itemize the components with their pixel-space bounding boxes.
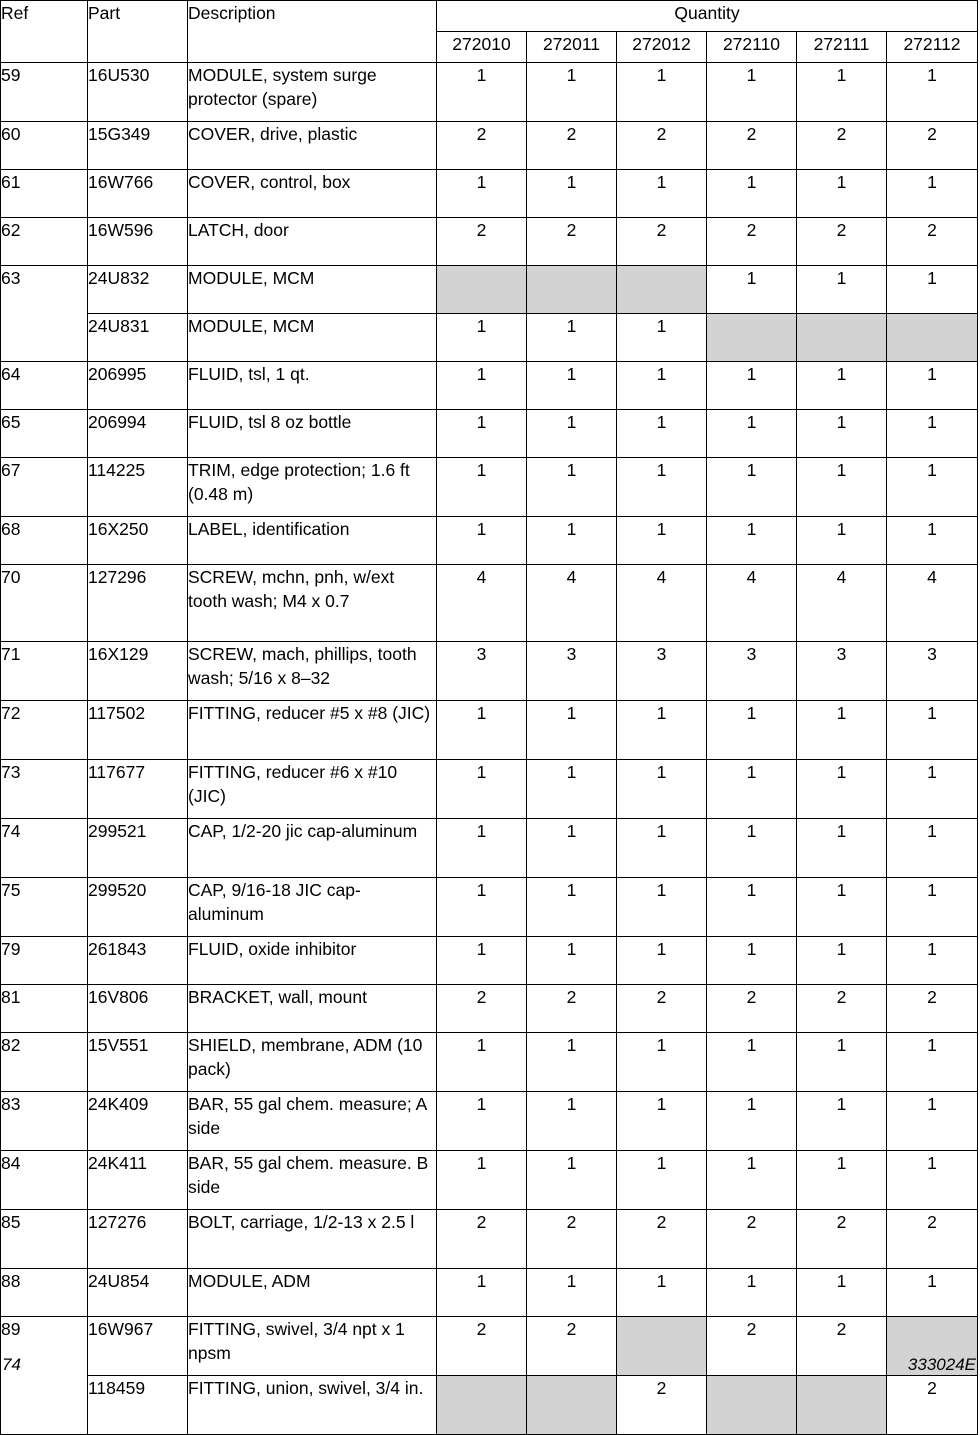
- ref-cell: 62: [1, 218, 88, 266]
- table-row: [1, 410, 978, 458]
- description-cell: SCREW, mach, phillips, tooth wash; 5/16 x 8–32: [188, 642, 437, 701]
- quantity-cell: 1: [707, 819, 797, 878]
- description-cell: BAR, 55 gal chem. measure; A side: [188, 1092, 437, 1151]
- part-number-cell: 299521: [88, 819, 188, 878]
- part-number-cell: 114225: [88, 458, 188, 517]
- quantity-cell: 1: [617, 1151, 707, 1210]
- part-number-cell: 24U854: [88, 1269, 188, 1317]
- quantity-cell: 1: [707, 1092, 797, 1151]
- quantity-cell: 2: [437, 122, 527, 170]
- quantity-cell: 1: [707, 1151, 797, 1210]
- quantity-cell: 1: [707, 937, 797, 985]
- quantity-cell: 1: [797, 878, 887, 937]
- quantity-cell: 1: [797, 266, 887, 314]
- quantity-cell: 1: [887, 458, 978, 517]
- header-ref: Ref: [1, 1, 88, 63]
- table-row: [1, 1269, 978, 1317]
- quantity-cell: 1: [887, 937, 978, 985]
- table-row: [1, 642, 978, 701]
- table-row: [1, 63, 978, 122]
- description-cell: MODULE, MCM: [188, 314, 437, 362]
- table-row: [1, 314, 978, 362]
- quantity-cell-not-applicable: [887, 314, 978, 362]
- quantity-cell: 2: [617, 218, 707, 266]
- header-model: 272012: [617, 32, 707, 63]
- quantity-cell: 1: [707, 410, 797, 458]
- ref-cell: 85: [1, 1210, 88, 1269]
- header-quantity: Quantity: [437, 1, 978, 32]
- quantity-cell: 1: [887, 1269, 978, 1317]
- quantity-cell: 1: [887, 362, 978, 410]
- ref-cell: 67: [1, 458, 88, 517]
- parts-table-body: [1, 63, 978, 1435]
- quantity-cell: 1: [617, 63, 707, 122]
- ref-cell: 83: [1, 1092, 88, 1151]
- header-model: 272011: [527, 32, 617, 63]
- quantity-cell-not-applicable: [527, 1376, 617, 1435]
- part-number-cell: 206994: [88, 410, 188, 458]
- quantity-cell: 1: [617, 819, 707, 878]
- description-cell: COVER, drive, plastic: [188, 122, 437, 170]
- header-part: Part: [88, 1, 188, 63]
- quantity-cell: 1: [707, 458, 797, 517]
- table-row: [1, 1376, 978, 1435]
- quantity-cell: 2: [707, 985, 797, 1033]
- quantity-cell: 1: [527, 170, 617, 218]
- quantity-cell: 1: [707, 517, 797, 565]
- part-number-cell: 24K409: [88, 1092, 188, 1151]
- quantity-cell: 1: [887, 266, 978, 314]
- quantity-cell: 1: [437, 458, 527, 517]
- document-number: 333024E: [907, 1355, 976, 1374]
- quantity-cell: 2: [887, 985, 978, 1033]
- quantity-cell-not-applicable: [707, 1376, 797, 1435]
- quantity-cell: 1: [887, 701, 978, 760]
- quantity-cell: 1: [527, 760, 617, 819]
- quantity-cell: 1: [437, 878, 527, 937]
- quantity-cell: 1: [527, 410, 617, 458]
- part-number-cell: 15V551: [88, 1033, 188, 1092]
- quantity-cell: 4: [707, 565, 797, 642]
- quantity-cell: 2: [527, 122, 617, 170]
- quantity-cell: 1: [887, 517, 978, 565]
- description-cell: LATCH, door: [188, 218, 437, 266]
- description-cell: TRIM, edge protection; 1.6 ft (0.48 m): [188, 458, 437, 517]
- quantity-cell: 1: [527, 362, 617, 410]
- ref-cell: 61: [1, 170, 88, 218]
- description-cell: BAR, 55 gal chem. measure. B side: [188, 1151, 437, 1210]
- part-number-cell: 118459: [88, 1376, 188, 1435]
- quantity-cell: 1: [617, 170, 707, 218]
- quantity-cell: 2: [437, 1317, 527, 1376]
- quantity-cell: 2: [437, 1210, 527, 1269]
- quantity-cell: 1: [707, 1269, 797, 1317]
- page-number: 74: [2, 1355, 21, 1374]
- quantity-cell: 4: [797, 565, 887, 642]
- quantity-cell: 1: [797, 458, 887, 517]
- quantity-cell: 4: [887, 565, 978, 642]
- description-cell: CAP, 9/16-18 JIC cap-aluminum: [188, 878, 437, 937]
- quantity-cell: 1: [527, 1269, 617, 1317]
- quantity-cell: 2: [887, 1376, 978, 1435]
- quantity-cell: 1: [527, 1151, 617, 1210]
- quantity-cell: 1: [437, 170, 527, 218]
- ref-cell: 74: [1, 819, 88, 878]
- description-cell: FITTING, union, swivel, 3/4 in.: [188, 1376, 437, 1435]
- quantity-cell: 1: [617, 314, 707, 362]
- description-cell: BRACKET, wall, mount: [188, 985, 437, 1033]
- quantity-cell: 1: [437, 701, 527, 760]
- quantity-cell: 1: [797, 701, 887, 760]
- quantity-cell: 2: [617, 122, 707, 170]
- quantity-cell: 3: [437, 642, 527, 701]
- quantity-cell: 1: [437, 517, 527, 565]
- quantity-cell: 1: [437, 1033, 527, 1092]
- quantity-cell-not-applicable: [437, 266, 527, 314]
- table-row: [1, 218, 978, 266]
- table-row: [1, 1092, 978, 1151]
- quantity-cell: 1: [707, 362, 797, 410]
- quantity-cell: 2: [527, 985, 617, 1033]
- quantity-cell: 1: [797, 1269, 887, 1317]
- quantity-cell: 1: [527, 819, 617, 878]
- quantity-cell: 1: [707, 63, 797, 122]
- description-cell: FLUID, tsl 8 oz bottle: [188, 410, 437, 458]
- quantity-cell: 3: [527, 642, 617, 701]
- ref-cell: 68: [1, 517, 88, 565]
- header-model: 272110: [707, 32, 797, 63]
- ref-cell: 59: [1, 63, 88, 122]
- quantity-cell: 2: [527, 1317, 617, 1376]
- quantity-cell: 1: [797, 819, 887, 878]
- header-description: Description: [188, 1, 437, 63]
- table-row: [1, 1210, 978, 1269]
- part-number-cell: 16W596: [88, 218, 188, 266]
- quantity-cell: 1: [887, 1092, 978, 1151]
- quantity-cell: 2: [707, 1317, 797, 1376]
- table-row: [1, 819, 978, 878]
- quantity-cell: 1: [617, 1092, 707, 1151]
- description-cell: MODULE, ADM: [188, 1269, 437, 1317]
- ref-cell: 63: [1, 266, 88, 362]
- table-row: [1, 937, 978, 985]
- quantity-cell: 1: [887, 63, 978, 122]
- ref-cell: 89: [1, 1317, 88, 1435]
- quantity-cell: 2: [707, 218, 797, 266]
- quantity-cell: 3: [797, 642, 887, 701]
- quantity-cell: 1: [797, 517, 887, 565]
- quantity-cell: 1: [527, 701, 617, 760]
- quantity-cell: 1: [797, 170, 887, 218]
- table-row: [1, 517, 978, 565]
- quantity-cell: 1: [617, 362, 707, 410]
- table-row: [1, 701, 978, 760]
- description-cell: MODULE, system surge protector (spare): [188, 63, 437, 122]
- table-row: [1, 266, 978, 314]
- ref-cell: 72: [1, 701, 88, 760]
- part-number-cell: 127276: [88, 1210, 188, 1269]
- quantity-cell: 2: [887, 218, 978, 266]
- quantity-cell: 2: [797, 122, 887, 170]
- table-row: [1, 760, 978, 819]
- part-number-cell: 24U832: [88, 266, 188, 314]
- ref-cell: 71: [1, 642, 88, 701]
- part-number-cell: 117677: [88, 760, 188, 819]
- quantity-cell: 1: [707, 878, 797, 937]
- ref-cell: 79: [1, 937, 88, 985]
- quantity-cell: 1: [617, 760, 707, 819]
- quantity-cell: 2: [707, 1210, 797, 1269]
- description-cell: FLUID, oxide inhibitor: [188, 937, 437, 985]
- quantity-cell-not-applicable: [617, 266, 707, 314]
- quantity-cell: 1: [797, 362, 887, 410]
- quantity-cell: 3: [707, 642, 797, 701]
- quantity-cell: 1: [527, 878, 617, 937]
- ref-cell: 82: [1, 1033, 88, 1092]
- part-number-cell: 16W967: [88, 1317, 188, 1376]
- quantity-cell: 1: [617, 701, 707, 760]
- quantity-cell: 2: [617, 1210, 707, 1269]
- part-number-cell: 206995: [88, 362, 188, 410]
- quantity-cell: 2: [797, 218, 887, 266]
- quantity-cell: 4: [527, 565, 617, 642]
- table-row: [1, 1151, 978, 1210]
- quantity-cell-not-applicable: [707, 314, 797, 362]
- table-row: [1, 985, 978, 1033]
- quantity-cell: 1: [707, 760, 797, 819]
- quantity-cell: 1: [527, 63, 617, 122]
- quantity-cell: 1: [527, 1033, 617, 1092]
- description-cell: COVER, control, box: [188, 170, 437, 218]
- quantity-cell: 1: [527, 458, 617, 517]
- description-cell: FLUID, tsl, 1 qt.: [188, 362, 437, 410]
- table-row: [1, 362, 978, 410]
- quantity-cell: 1: [527, 314, 617, 362]
- quantity-cell: 1: [437, 937, 527, 985]
- ref-cell: 84: [1, 1151, 88, 1210]
- quantity-cell: 1: [617, 878, 707, 937]
- quantity-cell-not-applicable: [527, 266, 617, 314]
- table-row: [1, 170, 978, 218]
- table-row: [1, 1317, 978, 1376]
- quantity-cell: 1: [527, 517, 617, 565]
- ref-cell: 60: [1, 122, 88, 170]
- table-row: [1, 458, 978, 517]
- quantity-cell: 1: [887, 760, 978, 819]
- ref-cell: 65: [1, 410, 88, 458]
- description-cell: FITTING, swivel, 3/4 npt x 1 npsm: [188, 1317, 437, 1376]
- description-cell: CAP, 1/2-20 jic cap-aluminum: [188, 819, 437, 878]
- quantity-cell: 1: [707, 170, 797, 218]
- quantity-cell: 1: [797, 63, 887, 122]
- quantity-cell: 1: [437, 1269, 527, 1317]
- part-number-cell: 16X129: [88, 642, 188, 701]
- part-number-cell: 299520: [88, 878, 188, 937]
- quantity-cell: 2: [797, 1210, 887, 1269]
- quantity-cell: 1: [437, 362, 527, 410]
- part-number-cell: 16X250: [88, 517, 188, 565]
- quantity-cell: 1: [527, 937, 617, 985]
- description-cell: FITTING, reducer #6 x #10 (JIC): [188, 760, 437, 819]
- quantity-cell: 1: [887, 410, 978, 458]
- table-row: [1, 878, 978, 937]
- header-model: 272010: [437, 32, 527, 63]
- quantity-cell: 4: [617, 565, 707, 642]
- quantity-cell: 2: [617, 1376, 707, 1435]
- header-model: 272112: [887, 32, 978, 63]
- ref-cell: 81: [1, 985, 88, 1033]
- quantity-cell-not-applicable: [797, 314, 887, 362]
- part-number-cell: 261843: [88, 937, 188, 985]
- quantity-cell: 2: [437, 218, 527, 266]
- quantity-cell: 1: [887, 819, 978, 878]
- part-number-cell: 127296: [88, 565, 188, 642]
- quantity-cell: 2: [437, 985, 527, 1033]
- quantity-cell: 1: [617, 410, 707, 458]
- quantity-cell: 1: [707, 266, 797, 314]
- quantity-cell: 1: [797, 1033, 887, 1092]
- quantity-cell: 1: [797, 760, 887, 819]
- quantity-cell: 1: [617, 937, 707, 985]
- description-cell: SHIELD, membrane, ADM (10 pack): [188, 1033, 437, 1092]
- quantity-cell: 1: [707, 701, 797, 760]
- ref-cell: 64: [1, 362, 88, 410]
- quantity-cell: 1: [887, 878, 978, 937]
- part-number-cell: 117502: [88, 701, 188, 760]
- quantity-cell-not-applicable: [797, 1376, 887, 1435]
- ref-cell: 75: [1, 878, 88, 937]
- quantity-cell: 1: [617, 1269, 707, 1317]
- ref-cell: 73: [1, 760, 88, 819]
- table-row: [1, 1033, 978, 1092]
- part-number-cell: 24U831: [88, 314, 188, 362]
- quantity-cell: 1: [437, 819, 527, 878]
- ref-cell: 88: [1, 1269, 88, 1317]
- quantity-cell: 2: [527, 1210, 617, 1269]
- quantity-cell: 2: [887, 1210, 978, 1269]
- quantity-cell: 1: [437, 63, 527, 122]
- part-number-cell: 16U530: [88, 63, 188, 122]
- quantity-cell: 2: [527, 218, 617, 266]
- quantity-cell: 1: [797, 410, 887, 458]
- quantity-cell: 4: [437, 565, 527, 642]
- quantity-cell: 2: [797, 1317, 887, 1376]
- ref-cell: 70: [1, 565, 88, 642]
- quantity-cell: 1: [707, 1033, 797, 1092]
- part-number-cell: 15G349: [88, 122, 188, 170]
- quantity-cell: 1: [437, 1092, 527, 1151]
- quantity-cell: 1: [887, 170, 978, 218]
- quantity-cell: 1: [437, 314, 527, 362]
- quantity-cell: 1: [437, 1151, 527, 1210]
- quantity-cell-not-applicable: [437, 1376, 527, 1435]
- quantity-cell: 1: [797, 937, 887, 985]
- quantity-cell: 1: [437, 410, 527, 458]
- quantity-cell: 2: [797, 985, 887, 1033]
- header-model: 272111: [797, 32, 887, 63]
- quantity-cell: 1: [437, 760, 527, 819]
- quantity-cell: 1: [617, 517, 707, 565]
- quantity-cell: 1: [797, 1151, 887, 1210]
- quantity-cell: 1: [617, 1033, 707, 1092]
- quantity-cell: 3: [617, 642, 707, 701]
- quantity-cell-not-applicable: [617, 1317, 707, 1376]
- quantity-cell: 1: [797, 1092, 887, 1151]
- quantity-cell: 1: [617, 458, 707, 517]
- part-number-cell: 16W766: [88, 170, 188, 218]
- description-cell: FITTING, reducer #5 x #8 (JIC): [188, 701, 437, 760]
- table-row: [1, 122, 978, 170]
- quantity-cell: 3: [887, 642, 978, 701]
- description-cell: SCREW, mchn, pnh, w/ext tooth wash; M4 x 0.7: [188, 565, 437, 642]
- quantity-cell: 2: [707, 122, 797, 170]
- description-cell: LABEL, identification: [188, 517, 437, 565]
- quantity-cell: 1: [887, 1033, 978, 1092]
- part-number-cell: 24K411: [88, 1151, 188, 1210]
- table-row: [1, 565, 978, 642]
- quantity-cell: 2: [887, 122, 978, 170]
- quantity-cell: 1: [527, 1092, 617, 1151]
- quantity-cell: 1: [887, 1151, 978, 1210]
- part-number-cell: 16V806: [88, 985, 188, 1033]
- description-cell: BOLT, carriage, 1/2-13 x 2.5 l: [188, 1210, 437, 1269]
- description-cell: MODULE, MCM: [188, 266, 437, 314]
- quantity-cell: 2: [617, 985, 707, 1033]
